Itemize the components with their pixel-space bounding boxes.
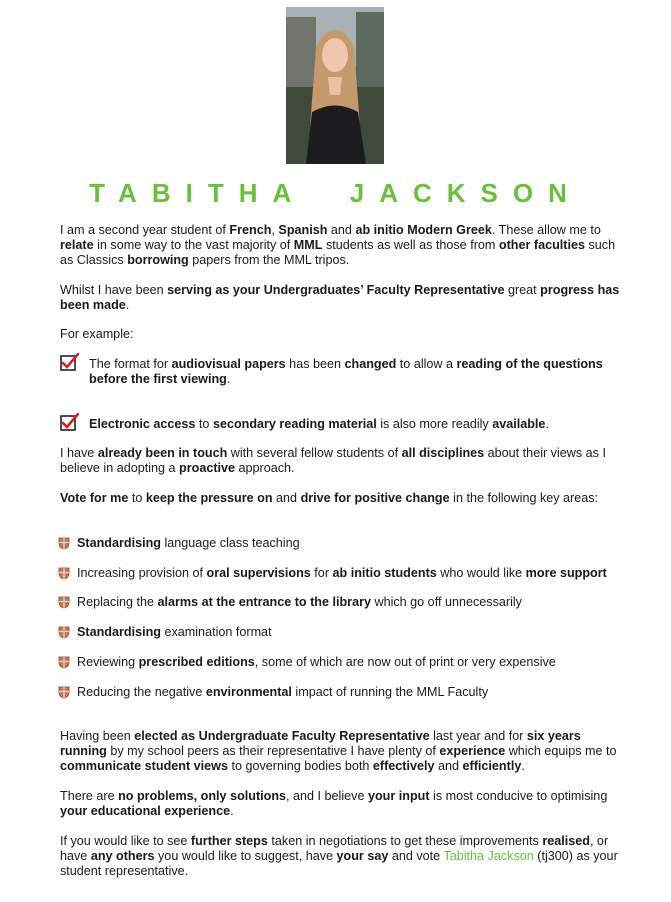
text-run: The format for <box>89 357 172 371</box>
touch-paragraph <box>60 446 620 476</box>
text-run: language class teaching <box>160 536 300 550</box>
key-area-item <box>77 655 637 670</box>
bold-text: changed <box>344 357 397 371</box>
text-run: , or have <box>60 834 609 863</box>
portrait-image <box>286 7 384 164</box>
bold-text: other faculties <box>498 238 585 252</box>
text-run: If you would like to see <box>60 834 191 848</box>
text-run: in the following key areas: <box>449 491 599 505</box>
text-run: students as well as those from <box>322 238 499 252</box>
bold-text: your input <box>367 789 430 803</box>
text-run: in some way to the vast majority of <box>93 238 294 252</box>
bold-text: ab initio Modern Greek <box>355 223 492 237</box>
text-run: Having been <box>60 729 135 743</box>
text-run: and <box>434 759 463 773</box>
text-run: impact of running the MML Faculty <box>291 685 489 699</box>
text-run: and <box>272 491 301 505</box>
shield-bullet-icon <box>58 686 70 699</box>
shield-bullet-icon <box>58 596 70 609</box>
text-run: is also more readily <box>376 417 493 431</box>
candidate-photo <box>286 7 384 164</box>
bold-text: serving as your Undergraduates’ Faculty Representative <box>167 283 505 297</box>
experience-paragraph <box>60 729 620 774</box>
text-run: (tj300) as your student representative. <box>60 849 618 878</box>
bold-text: ab initio students <box>332 566 437 580</box>
bold-text: environmental <box>205 685 292 699</box>
text-run: which go off unnecessarily <box>370 595 522 609</box>
text-run: taken in negotiations to get these improvements <box>267 834 543 848</box>
bold-text: six years running <box>60 729 581 758</box>
bold-text: progress has been made <box>60 283 620 312</box>
text-run: which equips me to <box>505 744 617 758</box>
text-run: . <box>545 417 549 431</box>
text-run: to <box>128 491 146 505</box>
achievement-electronic-access <box>89 417 619 432</box>
bold-text: reading of the questions before the first viewing <box>89 357 603 386</box>
text-run: Reducing the negative <box>77 685 206 699</box>
candidate-name-inline: Tabitha Jackson <box>443 849 534 863</box>
text-run: for <box>310 566 333 580</box>
bold-text: Spanish <box>278 223 328 237</box>
bold-text: oral supervisions <box>206 566 311 580</box>
bold-text: any others <box>90 849 155 863</box>
text-run: papers from the MML tripos. <box>188 253 350 267</box>
intro-paragraph <box>60 223 620 268</box>
text-run: Replacing the <box>77 595 158 609</box>
text-run: to <box>195 417 213 431</box>
shield-bullet-icon <box>58 567 70 580</box>
key-area-item <box>77 566 637 581</box>
bold-text: MML <box>293 238 323 252</box>
bold-text: communicate student views <box>60 759 228 773</box>
bold-text: alarms at the entrance to the library <box>157 595 371 609</box>
closing-paragraph <box>60 834 620 879</box>
bold-text: no problems, only solutions <box>118 789 287 803</box>
key-area-item <box>77 595 637 610</box>
key-area-item <box>77 685 637 700</box>
text-run: . <box>125 298 130 312</box>
text-run: with several fellow students of <box>227 446 402 460</box>
text-run: , and I believe <box>286 789 368 803</box>
progress-paragraph <box>60 283 620 313</box>
bold-text: relate <box>60 238 94 252</box>
text-run: such as Classics <box>60 238 616 267</box>
bold-text: secondary reading material <box>212 417 377 431</box>
text-run: . <box>521 759 525 773</box>
checkbox-checked-icon <box>60 413 79 432</box>
text-run: Increasing provision of <box>77 566 207 580</box>
bold-text: borrowing <box>127 253 189 267</box>
text-run: has been <box>285 357 345 371</box>
bold-text: further steps <box>190 834 268 848</box>
for-example-label: For example: <box>60 327 134 341</box>
bold-text: proactive <box>179 461 236 475</box>
bold-text: Vote for me <box>60 491 129 505</box>
text-run: Reviewing <box>77 655 139 669</box>
shield-bullet-icon <box>58 626 70 639</box>
vote-paragraph <box>60 491 620 506</box>
bold-text: more support <box>525 566 607 580</box>
text-run: approach. <box>235 461 295 475</box>
text-run: and vote <box>388 849 444 863</box>
bold-text: Standardising <box>77 625 161 639</box>
bold-text: drive for positive change <box>300 491 450 505</box>
text-run: to allow a <box>396 357 457 371</box>
text-run: you would like to suggest, have <box>154 849 337 863</box>
text-run: last year and for <box>429 729 527 743</box>
text-run: , some of which are now out of print or very expensive <box>254 655 556 669</box>
text-run: to governing bodies both <box>227 759 373 773</box>
bold-text: prescribed editions <box>138 655 255 669</box>
bold-text: your say <box>336 849 389 863</box>
text-run: is most conducive to optimising <box>429 789 608 803</box>
candidate-name: TABITHA JACKSON <box>89 178 582 208</box>
bold-text: audiovisual papers <box>171 357 286 371</box>
text-run: great <box>504 283 541 297</box>
text-run: I am a second year student of <box>60 223 230 237</box>
text-run: about their views as I believe in adopting a <box>60 446 606 475</box>
bold-text: efficiently <box>462 759 522 773</box>
key-area-item <box>77 625 637 640</box>
text-run: . <box>230 804 234 818</box>
bold-text: keep the pressure on <box>145 491 273 505</box>
bold-text: experience <box>439 744 506 758</box>
text-run: Whilst I have been <box>60 283 168 297</box>
text-run: . These allow me to <box>491 223 601 237</box>
bold-text: effectively <box>372 759 435 773</box>
text-run: , <box>271 223 279 237</box>
achievement-audiovisual <box>89 357 619 387</box>
text-run: by my school peers as their representative I have plenty of <box>106 744 440 758</box>
bold-text: all disciplines <box>401 446 485 460</box>
problems-paragraph <box>60 789 620 819</box>
text-run: examination format <box>160 625 272 639</box>
text-run: who would like <box>436 566 526 580</box>
shield-bullet-icon <box>58 537 70 550</box>
bold-text: Standardising <box>77 536 161 550</box>
text-run: I have <box>60 446 98 460</box>
key-area-item <box>77 536 637 551</box>
bold-text: Electronic access <box>89 417 196 431</box>
bold-text: your educational experience <box>60 804 231 818</box>
bold-text: available <box>492 417 546 431</box>
bold-text: realised <box>542 834 590 848</box>
shield-bullet-icon <box>58 656 70 669</box>
text-run: There are <box>60 789 119 803</box>
bold-text: elected as Undergraduate Faculty Representative <box>134 729 430 743</box>
text-run: and <box>327 223 356 237</box>
text-run: . <box>226 372 231 386</box>
checkbox-checked-icon <box>60 353 79 372</box>
bold-text: French <box>229 223 272 237</box>
bold-text: already been in touch <box>97 446 228 460</box>
